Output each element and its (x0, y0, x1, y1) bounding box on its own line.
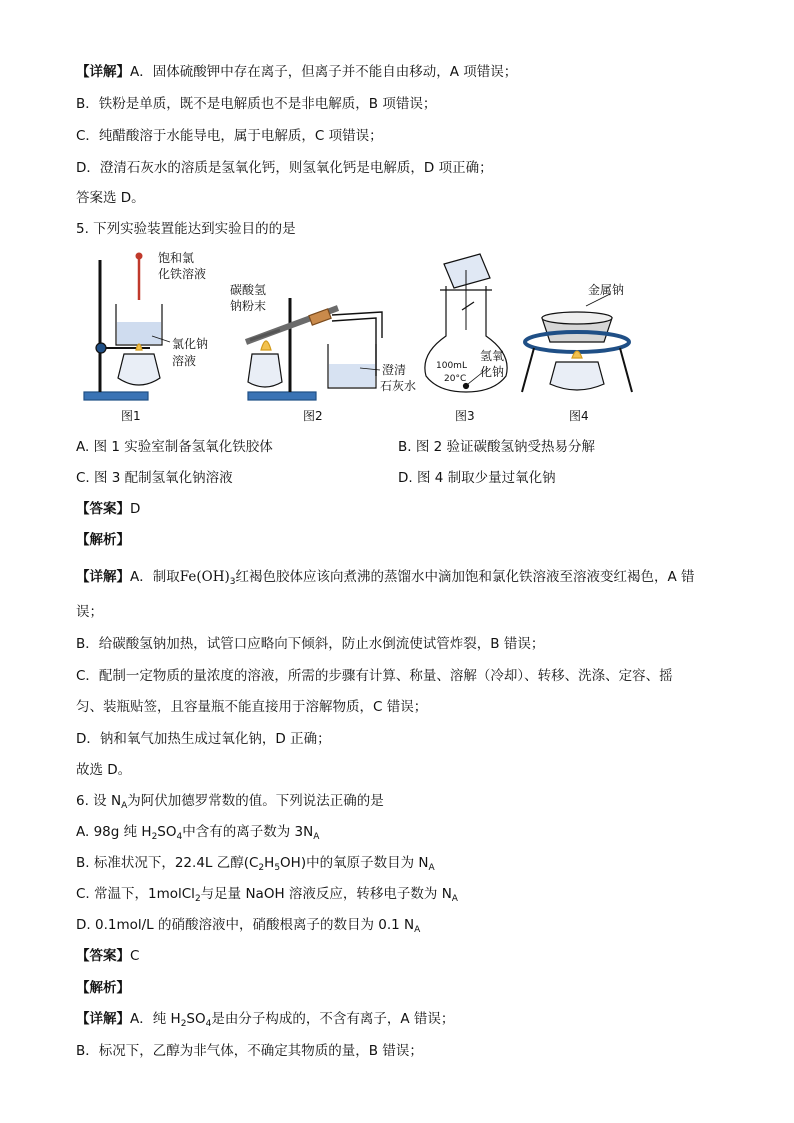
fig3-label-1: 氢氧 (480, 349, 505, 363)
q6-option-b: B. 标准状况下，22.4L 乙醇$(C_2H_5OH)$中的氧原子数目为 $N_A$ (76, 855, 435, 873)
q6-detail-1: 【详解】A．纯 $H_2SO_4$是由分子构成的，不含有离子，A 错误； (76, 1011, 455, 1029)
fig1-stand-base (84, 392, 148, 400)
q4-detail-c: C．纯醋酸溶于水能导电，属于电解质，C 项错误； (76, 128, 383, 144)
q5-option-c: C. 图 3 配制氢氧化钠溶液 (76, 470, 233, 486)
q6-answer: 【答案】C (76, 948, 140, 964)
fig1-label-1: 饱和氯 (158, 251, 195, 265)
q6-detail-2: B．标况下，乙醇为非气体，不确定其物质的量，B 错误； (76, 1043, 423, 1059)
q6-option-a: A. 98g 纯 $H_2SO_4$中含有的离子数为 $3N_A$ (76, 824, 320, 842)
fig2-delivery-tube (332, 312, 382, 338)
q4-detail-a: 【详解】A．固体硫酸钾中存在离子，但离子并不能自由移动，A 项错误； (76, 64, 518, 80)
q5-detail-3: C．配制一定物质的量浓度的溶液，所需的步骤有计算、称量、溶解（冷却）、转移、洗涤、定容、摇 (76, 668, 673, 684)
fig-caption-2: 图2 (303, 409, 323, 423)
fig2-label-1: 碳酸氢 (230, 283, 267, 297)
q5-detail-1-cont: 误； (76, 604, 103, 620)
q6-option-d: D. 0.1mol/L 的硝酸溶液中，硝酸根离子的数目为 0.1 $N_A$ (76, 917, 421, 935)
fig2-label-3: 澄清 (382, 363, 407, 377)
fig3-flask-label-1: 100mL (436, 361, 467, 371)
fig1-label-4: 溶液 (172, 354, 197, 368)
fig3-label-2: 化钠 (480, 365, 505, 379)
q4-detail-d: D．澄清石灰水的溶质是氢氧化钙，则氢氧化钙是电解质，D 项正确； (76, 160, 493, 176)
q5-conclusion: 故选 D。 (76, 762, 132, 778)
q5-answer: 【答案】D (76, 501, 141, 517)
fig1-label-2: 化铁溶液 (158, 267, 207, 281)
q6-stem: 6. 设 $N_A$为阿伏加德罗常数的值。下列说法正确的是 (76, 793, 384, 811)
q5-option-a: A. 图 1 实验室制备氢氧化铁胶体 (76, 439, 273, 455)
fig1-burner (118, 354, 160, 385)
q4-detail-b: B．铁粉是单质，既不是电解质也不是非电解质，B 项错误； (76, 96, 437, 112)
q5-option-d: D. 图 4 制取少量过氧化钠 (398, 470, 556, 486)
fig1-label-3: 氯化钠 (172, 337, 209, 351)
fig3-beaker (444, 254, 490, 288)
fig2-label-4: 石灰水 (380, 379, 417, 393)
q5-detail-4: D．钠和氧气加热生成过氧化钠，D 正确； (76, 731, 331, 747)
fig-caption-3: 图3 (455, 409, 475, 423)
fig2-label-2: 钠粉末 (230, 299, 267, 313)
q4-conclusion: 答案选 D。 (76, 190, 145, 206)
q5-detail-3-cont: 匀、装瓶贴签，且容量瓶不能直接用于溶解物质，C 错误； (76, 699, 428, 715)
fig-caption-1: 图1 (121, 409, 141, 423)
fig2-burner (248, 354, 282, 387)
q5-detail-1: 【详解】A．制取$Fe(OH)_3$红褐色胶体应该向煮沸的蒸馏水中滴加饱和氯化铁溶液至溶液变红褐色，A 错 (76, 569, 695, 587)
q5-apparatus-figure (70, 250, 650, 430)
fig3-flask-label-2: 20°C (444, 374, 467, 384)
q6-analysis-heading: 【解析】 (76, 980, 130, 996)
q5-option-b: B. 图 2 验证碳酸氢钠受热易分解 (398, 439, 596, 455)
fig4-burner (550, 362, 604, 390)
q5-detail-2: B．给碳酸氢钠加热，试管口应略向下倾斜，防止水倒流使试管炸裂，B 错误； (76, 636, 545, 652)
q6-option-c: C. 常温下，1molCl$_2$与足量 NaOH 溶液反应，转移电子数为 $N_A$ (76, 886, 458, 904)
fig4-label: 金属钠 (588, 283, 625, 297)
q5-analysis-heading: 【解析】 (76, 532, 130, 548)
fig-caption-4: 图4 (569, 409, 589, 423)
q5-stem: 5. 下列实验装置能达到实验目的的是 (76, 221, 296, 237)
